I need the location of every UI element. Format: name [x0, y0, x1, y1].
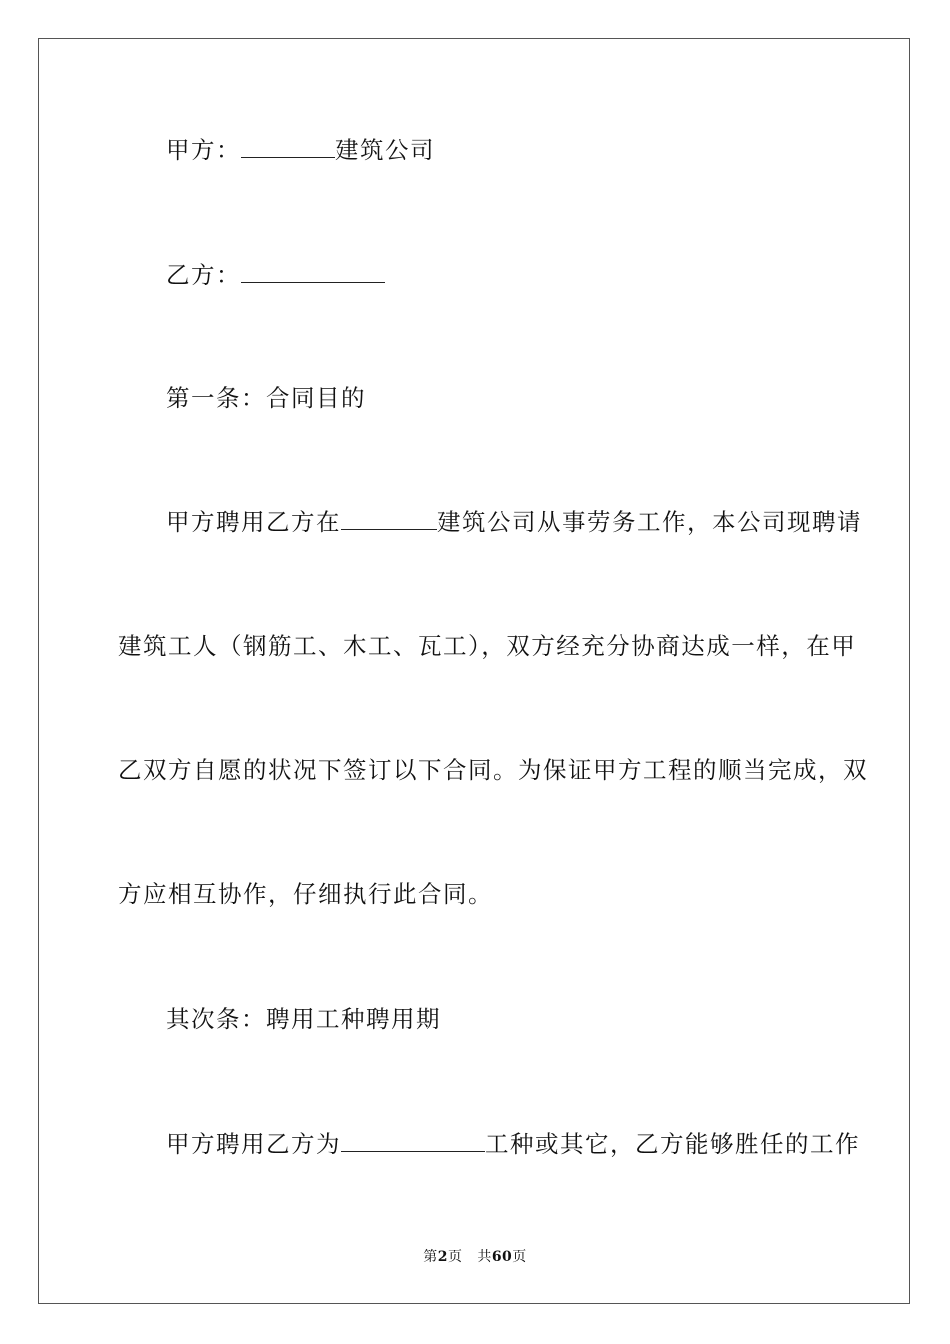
article-2-job-type-blank[interactable] — [341, 1129, 485, 1152]
footer-page-prefix: 第 — [423, 1249, 438, 1265]
party-b-label: 乙方： — [166, 261, 241, 289]
party-a-company-blank[interactable] — [241, 135, 335, 158]
party-a-label: 甲方： — [166, 136, 241, 164]
article-1-line-1-end: 建筑公司从事劳务工作，本公司现聘请 — [437, 508, 862, 536]
footer-total-pages: 60 — [491, 1249, 513, 1265]
article-1-line-1 — [166, 506, 886, 538]
article-1-line-2: 建筑工人（钢筋工、木工、瓦工），双方经充分协商达成一样，在甲 — [118, 632, 857, 660]
article-1-line-4: 方应相互协作，仔细执行此合同。 — [118, 880, 493, 908]
article-1-line-3: 乙双方自愿的状况下签订以下合同。为保证甲方工程的顺当完成，双 — [118, 756, 868, 784]
party-a-line — [166, 134, 886, 166]
page-frame — [38, 38, 910, 1304]
footer-page-suffix: 页 — [447, 1249, 463, 1265]
article-2-heading: 其次条：聘用工种聘用期 — [166, 1005, 441, 1033]
footer-total-prefix: 共 — [477, 1249, 492, 1265]
party-a-suffix: 建筑公司 — [335, 136, 435, 164]
article-2-line-1-start: 甲方聘用乙方为 — [166, 1130, 341, 1158]
article-1-heading: 第一条：合同目的 — [166, 384, 366, 412]
footer-page-number: 2 — [437, 1249, 448, 1265]
article-2-line-1 — [166, 1128, 886, 1160]
party-b-name-blank[interactable] — [241, 260, 385, 283]
footer-total-suffix: 页 — [512, 1249, 527, 1265]
article-2-line-1-end: 工种或其它，乙方能够胜任的工作 — [485, 1130, 860, 1158]
article-1-line-1-start: 甲方聘用乙方在 — [166, 508, 341, 536]
article-1-company-blank[interactable] — [341, 507, 437, 530]
party-b-line — [166, 259, 886, 291]
page-footer — [0, 1246, 950, 1266]
